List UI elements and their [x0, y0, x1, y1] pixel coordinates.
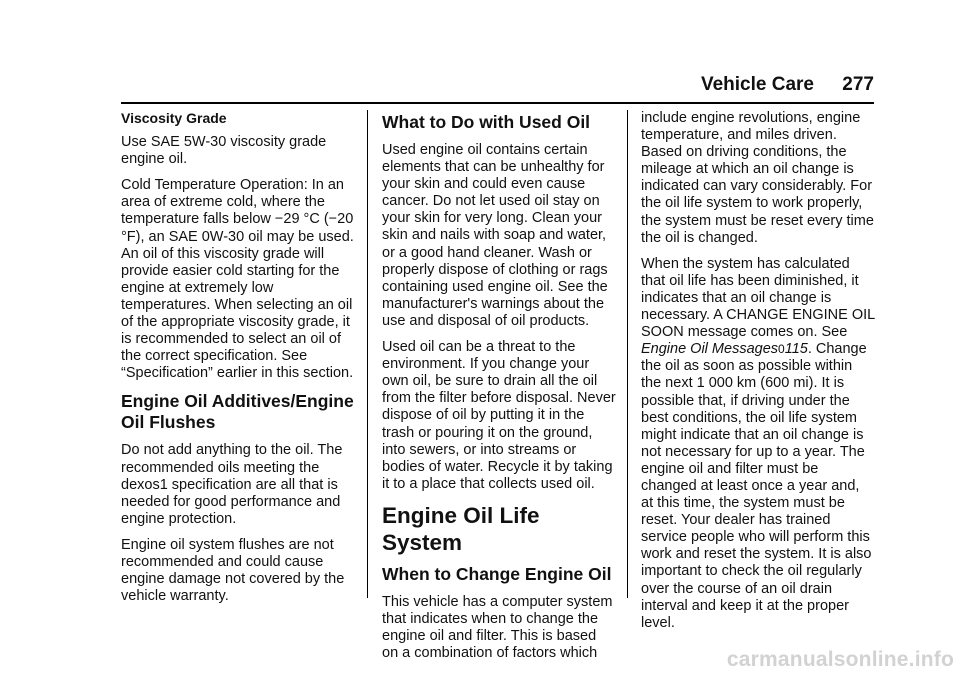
page-header	[0, 64, 960, 104]
paragraph: include engine revolutions, engine temperature, and miles driven. Based on driving conditions, the mileage at which an oil change is indicated can vary considerably. For the oil life system to work properly, the system must be reset every time the oil is changed.	[641, 110, 874, 246]
when-to-change-heading: When to Change Engine Oil	[382, 563, 612, 584]
paragraph	[641, 256, 875, 632]
viscosity-grade-heading: Viscosity Grade	[121, 110, 227, 126]
paragraph: This vehicle has a computer system that indicates when to change the engine oil and filter. This is based on a combination of factors which	[382, 593, 613, 662]
paragraph: Use SAE 5W-30 viscosity grade engine oil.	[121, 134, 327, 168]
page-reference-icon: 0	[778, 342, 785, 357]
paragraph: Do not add anything to the oil. The recommended oils meeting the dexos1 specification are all that is needed for good performance and engine protection.	[121, 442, 343, 527]
header-rule	[121, 102, 874, 104]
page-number: 277	[842, 74, 874, 95]
used-oil-heading: What to Do with Used Oil	[382, 112, 591, 132]
text-run: . Change the oil as soon as possible within the next 1 000 km (600 mi). It is possible that, if driving under the best conditions, the oil life system might indicate that an oil change is not necessary for up to a year. The engine oil and filter must be changed at least once a year and, at this time, the system must be reset. Your dealer has trained service people who will perform this work and reset the system. It is also important to check the oil regularly over the course of an oil drain interval and keep it at the proper level.	[641, 341, 872, 631]
paragraph: Used engine oil contains certain elements that can be unhealthy for your skin and could even cause cancer. Do not let used oil stay on your skin for very long. Clean your skin and nails with soap and water, or a good hand cleaner. Wash or properly dispose of clothing or rags containing used engine oil. See the manufacturer's warnings about the use and disposal of oil products.	[382, 142, 608, 329]
oil-life-system-heading: Engine Oil Life System	[382, 502, 540, 555]
watermark: carmanualsonline.info	[726, 648, 954, 671]
paragraph: Cold Temperature Operation: In an area of extreme cold, where the temperature falls below −29 °C (−20 °F), an SAE 0W-30 oil may be used. An oil of this viscosity grade will provide easier cold starting for the engine at extremely low temperatures. When selecting an oil of the appropriate viscosity grade, it is recommended to select an oil of the correct specification. See “Specification” earlier in this section.	[121, 177, 354, 382]
paragraph: Used oil can be a threat to the environment. If you change your own oil, be sure to drain all the oil from the filter before disposal. Never dispose of oil by putting it in the trash or pouring it on the ground, into sewers, or into streams or bodies of water. Recycle it by taking it to a place that collects used oil.	[382, 339, 616, 492]
column-divider	[627, 110, 628, 598]
column-3	[641, 110, 875, 641]
column-divider	[367, 110, 368, 598]
cross-reference-page[interactable]: 115	[784, 341, 808, 358]
text-run: When the system has calculated that oil life has been diminished, it indicates that an oil change is necessary. A CHANGE ENGINE OIL SOON message comes on. See	[641, 255, 875, 341]
additives-heading: Engine Oil Additives/Engine Oil Flushes	[121, 391, 354, 433]
cross-reference-link[interactable]: Engine Oil Messages	[641, 341, 779, 358]
column-2	[382, 110, 616, 671]
paragraph: Engine oil system flushes are not recommended and could cause engine damage not covered by the vehicle warranty.	[121, 536, 345, 605]
column-1	[121, 110, 355, 614]
section-title: Vehicle Care	[700, 74, 814, 95]
